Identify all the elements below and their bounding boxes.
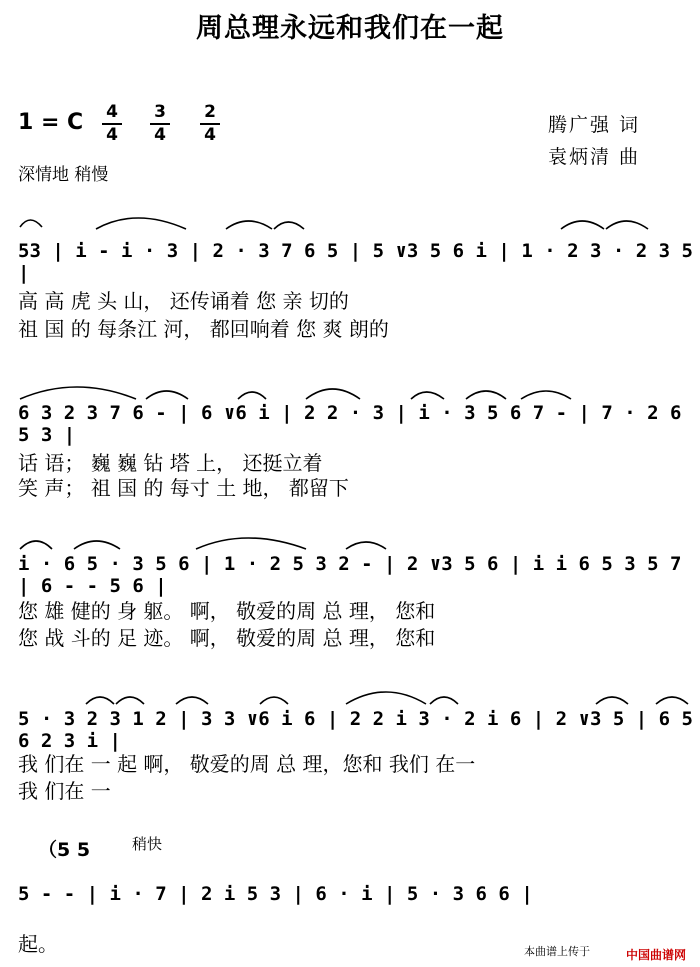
- notation-line: 53 | i - i · 3 | 2 · 3 7 6 5 | 5 ∨3 5 6 i | 1 · 2 3 · 2 3 5 |: [18, 240, 693, 284]
- lyrics-verse-2: 您 战 斗的 足 迹。 啊， 敬爱的周 总 理， 您和: [18, 626, 436, 650]
- slur-marks: [16, 680, 696, 710]
- time-signature-1: 4 4: [100, 103, 124, 145]
- slur-marks: [16, 205, 696, 235]
- tempo-marking: 深情地 稍慢: [18, 165, 109, 185]
- lyrics-verse-1: 起。: [18, 932, 58, 956]
- lyrics-verse-1: 高 高 虎 头 山， 还传诵着 您 亲 切的: [18, 289, 349, 313]
- lyrics-verse-1: 您 雄 健的 身 躯。 啊， 敬爱的周 总 理， 您和: [18, 599, 436, 623]
- tempo-change: 稍快: [132, 835, 163, 853]
- site-logo: 中国曲谱网: [625, 948, 686, 962]
- key-signature: 1 = C: [18, 110, 84, 135]
- lyrics-verse-1: 话 语； 巍 巍 钻 塔 上， 还挺立着: [18, 451, 323, 475]
- upload-note: 本曲谱上传于: [524, 945, 590, 958]
- lyrics-verse-1: 我 们在 一 起 啊， 敬爱的周 总 理，您和 我们 在一: [18, 752, 476, 776]
- lyrics-verse-2: 祖 国 的 每条江 河， 都回响着 您 爽 朗的: [18, 317, 389, 341]
- time-signature-3: 2 4: [198, 103, 222, 145]
- lyrics-verse-2: 我 们在 一: [18, 779, 111, 803]
- notation-line: 5 · 3 2 3 1 2 | 3 3 ∨6 i 6 | 2 2 i 3 · 2 i 6 | 2 ∨3 5 | 6 5 6 2 3 i |: [18, 708, 693, 752]
- slur-marks: [16, 375, 696, 405]
- time-signature-2: 3 4: [148, 103, 172, 145]
- intro-notes: （5 5: [38, 839, 91, 861]
- lyricist-credit: 腾广强 词: [548, 114, 641, 136]
- notation-line: i · 6 5 · 3 5 6 | 1 · 2 5 3 2 - | 2 ∨3 5 6 | i i 6 5 3 5 7 | 6 - - 5 6 |: [18, 553, 682, 597]
- notation-line: 5 - - | i · 7 | 2 i 5 3 | 6 · i | 5 · 3 6 6 |: [18, 883, 533, 905]
- lyrics-verse-2: 笑 声； 祖 国 的 每寸 土 地， 都留下: [18, 476, 349, 500]
- notation-line: 6 3 2 3 7 6 - | 6 ∨6 i | 2 2 · 3 | i · 3 5 6 7 - | 7 · 2 6 5 3 |: [18, 402, 682, 446]
- page-title: 周总理永远和我们在一起: [196, 13, 504, 44]
- composer-credit: 袁炳清 曲: [548, 146, 641, 168]
- slur-marks: [16, 525, 696, 555]
